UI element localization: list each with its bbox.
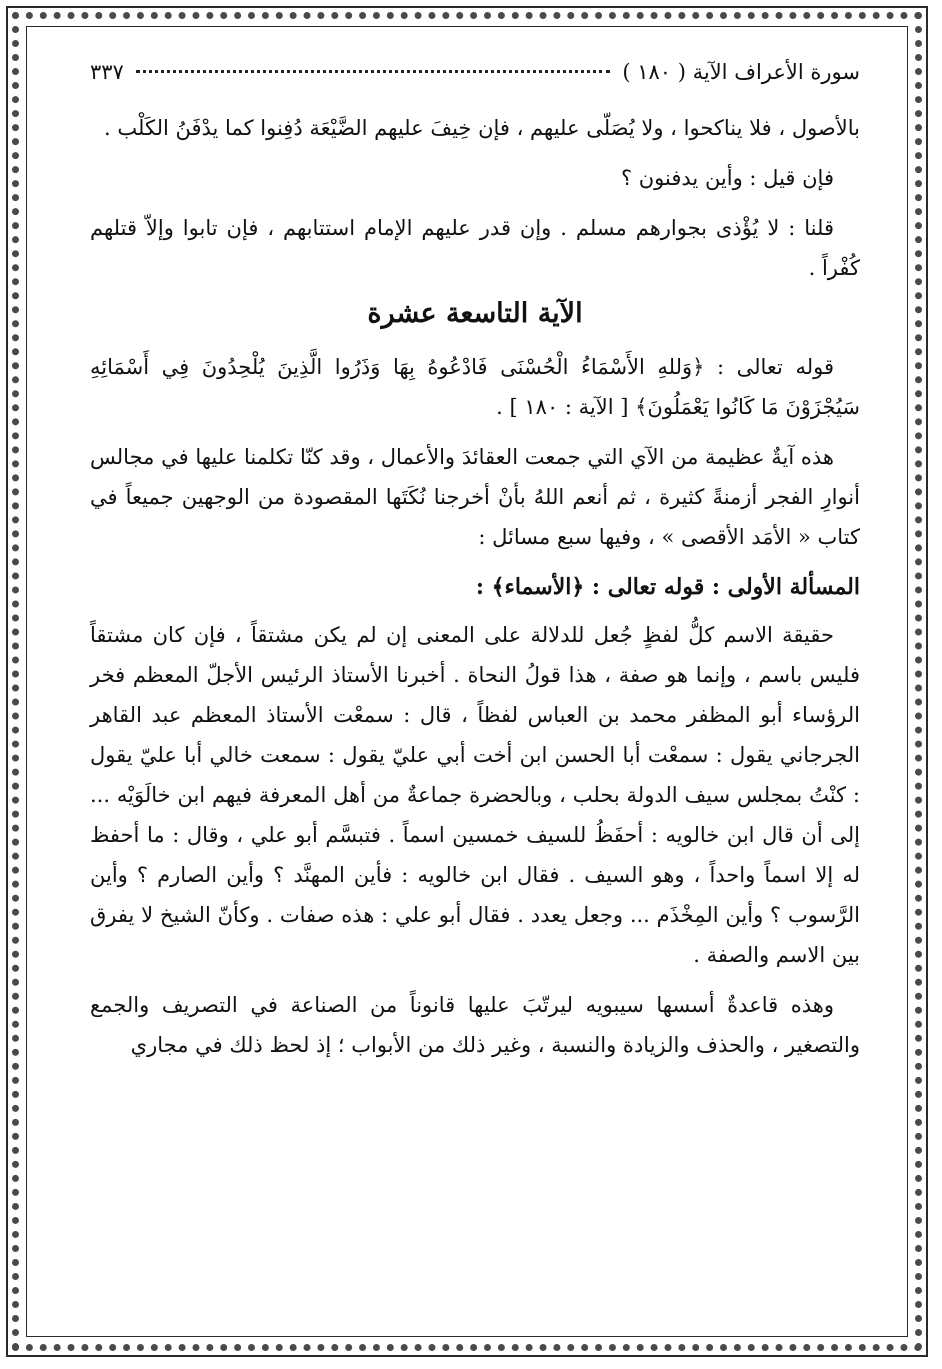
- paragraph-4: قوله تعالى : ﴿وَللهِ الأَسْمَاءُ الْحُسْنَى فَادْعُوهُ بِهَا وَذَرُوا الَّذِينَ يُلْحِدُونَ فِي أَسْمَائِهِ سَيُجْزَوْنَ مَا كَانُوا يَعْمَلُونَ﴾ [ الآية : ١٨٠ ] .: [90, 355, 860, 419]
- subheading: المسألة الأولى : قوله تعالى : ﴿الأسماء﴾ :: [475, 574, 860, 600]
- paragraph-2: فإن قيل : وأين يدفنون ؟: [620, 166, 834, 190]
- paragraph-3: قلنا : لا يُؤْذى بجوارهم مسلم . وإن قدر عليهم الإمام استتابهم ، فإن تابوا وإلاّ قتلهم كُفْراً .: [90, 216, 860, 280]
- page-number: ٣٣٧: [90, 60, 124, 84]
- section-heading: الآية التاسعة عشرة: [367, 298, 583, 329]
- paragraph-5: هذه آيةٌ عظيمة من الآي التي جمعت العقائدَ والأعمال ، وقد كنّا تكلمنا عليها في مجالس أنوارِ الفجر أزمنةً كثيرة ، ثم أنعم اللهُ بأنْ أخرجنا نُكَتَها المقصودة من الوجهين جميعاً في كتاب « الأمَد الأقصى » ، وفيها سبع مسائل :: [90, 445, 860, 549]
- paragraph-1: بالأصول ، فلا يناكحوا ، ولا يُصَلّى عليهم ، فإن خِيفَ عليهم الضَّيْعَة دُفِنوا كما يدْفَنُ الكَلْب .: [104, 116, 860, 140]
- paragraph-7: وهذه قاعدةٌ أسسها سيبويه ليرتّبَ عليها قانوناً من الصناعة في التصريف والجمع والتصغير ، والحذف والزيادة والنسبة ، وغير ذلك من الأبواب ؛ إذ لحظ ذلك في مجاري: [90, 993, 860, 1057]
- running-title: سورة الأعراف الآية ( ١٨٠ ): [622, 60, 860, 84]
- header-dotted-leader: [136, 70, 611, 73]
- paragraph-6: حقيقة الاسم كلُّ لفظٍ جُعل للدلالة على المعنى إن لم يكن مشتقاً ، فإن كان مشتقاً فليس باسم ، وإنما هو صفة ، هذا قولُ النحاة . أخبرنا الأستاذ الرئيس الأجلّ المعظم فخر الرؤساء أبو المظفر محمد بن العباس لفظاً ، قال : سمعْت الأستاذ المعظم عبد القاهر الجرجاني يقول : سمعْت أبا الحسن ابن أخت أبي عليّ يقول : سمعت خالي أبا عليّ يقول : كنْتُ بمجلس سيف الدولة بحلب ، وبالحضرة جماعةٌ من أهل المعرفة فيهم ابن خالَوَيْه ... إلى أن قال ابن خالويه : أحفَظُ للسيف خمسين اسماً . فتبسَّم أبو علي ، وقال : ما أحفظ له إلا اسماً واحداً ، وهو السيف . فقال ابن خالويه : فأين المهنَّد ؟ وأين الصارم ؟ وأين الرَّسوب ؟ وأين المِخْذَم ... وجعل يعدد . فقال أبو علي : هذه صفات . وكأنّ الشيخ لا يفرق بين الاسم والصفة .: [90, 623, 860, 967]
- running-header: [90, 60, 860, 84]
- page-body: [90, 60, 860, 1075]
